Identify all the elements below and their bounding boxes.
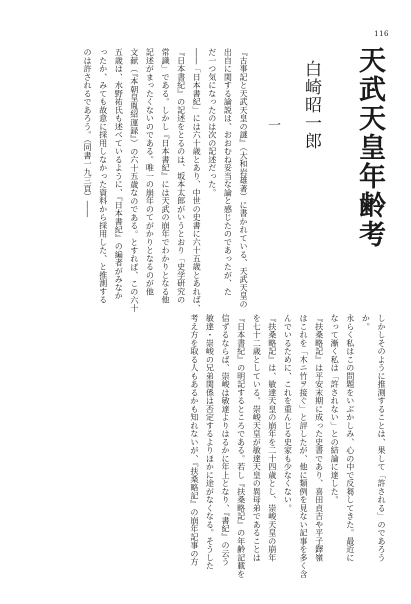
text-line: 常識」である。しかし『日本書紀』には天武の崩年でわかりとなる他 (161, 48, 172, 304)
text-line: 『古事記と天武天皇の謎』（大和岩雄著）に書かれている、天武天皇の (239, 48, 249, 308)
upper-text-block (79, 48, 251, 313)
author-name: 白崎昭一郎 (301, 60, 321, 150)
text-line: のは許されるであろう。（同書一九三頁）―― (83, 48, 94, 218)
text-line: んでいるために、これを重んじる史家も少なくない。 (283, 314, 294, 512)
section-mark: 一 (265, 118, 280, 131)
text-line: か。 (361, 314, 372, 331)
text-line: しかしそのように推測することは、果して「許される」のであろう (377, 314, 387, 562)
text-line: ったか、みても故意に採用しなかった資料から採用した、と推測する (98, 48, 109, 304)
text-line: 記述がまったくないのである。唯一の崩年のてがかりとなるのが他 (145, 48, 156, 296)
text-line: 出自に関する論説は、おおむね妥当な論と感じたのであったが、た (223, 48, 234, 296)
text-line: 信ずるならば、崇峻は敏達よりはるかに年上となり、『書紀』の云う (221, 314, 232, 566)
text-line: 『日本書紀』の明記するところである。若し『扶桑略記』の年齢記載を (236, 314, 247, 578)
text-line: はこれを「木ニ竹ヲ接ぐ」と評したが、他に類例を見ない記事を多く含 (299, 314, 310, 578)
text-line: 五歳は、水野祐氏も述べているように、『日本書紀』の編者がみなか (114, 48, 125, 300)
text-line: だ一つ気になったのは次の記述だった。 (207, 48, 218, 197)
text-line: 考え方を取る人もあるかも知れないが、『扶桑略記』の崩年記事の方 (189, 314, 200, 566)
text-line: なって漸く私は「許されない」との結論に達した。 (330, 314, 341, 504)
article-title: 天武天皇年齢考 (354, 46, 385, 249)
text-line: 敏達・崇峻の兄弟関係は否定するよりほかに途がなくなる。そうした (205, 314, 216, 570)
text-line: 『扶桑略記』は平安末期に成った史書であり、喜田貞吉や平子鐸嶺 (314, 314, 325, 562)
text-line: 文献（『本朝皇胤紹運録』）の六十五歳なのである。とすれば、この六十 (129, 48, 140, 313)
page-number: 116 (374, 30, 389, 38)
lower-text-block (186, 314, 389, 578)
text-line: ――「日本書紀」には六十歳とあり、中世の史書に六十五歳とあれば、 (192, 48, 203, 312)
text-line: 『扶桑略記』は、敏達天皇の崩年を二十四歳とし、崇峻天皇の崩年 (267, 314, 278, 562)
text-line: 永らく私はこの問題をいぶかしみ、心の中で反芻してきた。最近に (345, 314, 356, 562)
text-line: を七十二歳としている。崇峻天皇が敏達天皇の異母弟であることは (252, 314, 263, 562)
text-line: 『日本書紀』の記述をとるのは、坂本太郎がいうとおり「史学研究の (176, 48, 187, 304)
